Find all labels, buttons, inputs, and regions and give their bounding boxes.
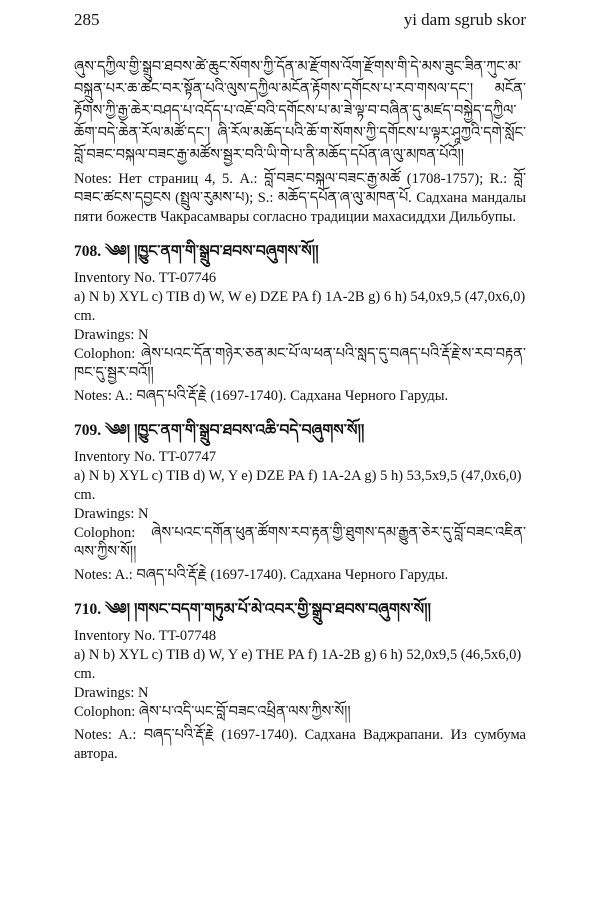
page-number: 285 (74, 10, 100, 29)
running-title: yi dam sgrub skor (403, 10, 526, 29)
entry-tibetan-title: ༄༅། །ཁྱུང་ནག་གི་སྒྲུབ་ཐབས་བཞུགས་སོ།། (105, 243, 319, 260)
entry-number: 708. (74, 243, 102, 260)
entry-inventory: Inventory No. TT-07747 (74, 449, 217, 465)
entry-drawings: Drawings: N (74, 506, 149, 522)
page-header (74, 10, 526, 34)
entry-drawings: Drawings: N (74, 327, 149, 343)
entry-details: a) N b) XYL c) TIB d) W, Y e) DZE PA f) 1A-2A g) 5 h) 53,5x9,5 (47,0x6,0) cm. (74, 468, 522, 503)
entry-inventory: Inventory No. TT-07746 (74, 270, 217, 286)
catalog-entry (74, 599, 526, 764)
entry-title (74, 599, 526, 621)
catalog-entry (74, 241, 526, 406)
entry-number: 709. (74, 422, 102, 439)
entry-title (74, 241, 526, 263)
entry-colophon: Colophon: ཞེས་པ་འདི་ཡང་བློ་བཟང་འཕྲིན་ལས་ཀྱིས་སོ།། (74, 704, 351, 720)
entry-notes: Notes: A.: བཞད་པའི་རྡོ་རྗེ (1697-1740). Садхана Черного Гаруды. (74, 388, 449, 404)
page-content (74, 56, 526, 764)
entry-notes: Notes: A.: བཞད་པའི་རྡོ་རྗེ (1697-1740). Садхана Черного Гаруды. (74, 567, 449, 583)
catalog-entry (74, 420, 526, 585)
entry-tibetan-title: ༄༅། །གསང་བདག་གཏུམ་པོ་མེ་འབར་གྱི་སྒྲུབ་ཐབས་བཞུགས་སོ།། (105, 601, 431, 618)
entry-title (74, 420, 526, 442)
entry-details: a) N b) XYL c) TIB d) W, W e) DZE PA f) 1A-2B g) 6 h) 54,0x9,5 (47,0x6,0) cm. (74, 289, 526, 324)
entry-colophon: Colophon: ཞེས་པའང་དོན་གཉེར་ཅན་མང་པོ་ལ་ཕན་པའི་སླད་དུ་བཞད་པའི་རྡོ་རྗེ་ས་རབ་བརྟན་ཁང་དུ་སྦྱར་བའོ།། (74, 346, 526, 381)
entry-details: a) N b) XYL c) TIB d) W, Y e) THE PA f) 1A-2B g) 6 h) 52,0x9,5 (46,5x6,0) cm. (74, 647, 522, 682)
entry-tibetan-title: ༄༅། །ཁྱུང་ནག་གི་སྒྲུབ་ཐབས་འཆི་བདེ་བཞུགས་སོ།། (105, 422, 365, 439)
entry-drawings: Drawings: N (74, 685, 149, 701)
intro-block (74, 56, 526, 227)
intro-notes: Notes: Нет страниц 4, 5. A.: བློ་བཟང་བསྐལ་བཟང་རྒྱ་མཚོ (1708-1757); R.: བློ་བཟང་ཚངས་དབྱངས (སྤྲུལ་རུམས་པ); S.: མཆོད་དཔོན་ཞ་ལུ་མཁན་པོ. Садхана мандалы пяти божеств Чакрасамвары согласно традиции махасиддхи Дильбупы. (74, 171, 526, 225)
entry-notes: Notes: A.: བཞད་པའི་རྡོ་རྗེ (1697-1740). Садхана Ваджрапани. Из сумбума автора. (74, 727, 526, 762)
entry-inventory: Inventory No. TT-07748 (74, 628, 217, 644)
intro-tibetan-text: ཞུས་དཀྱིལ་གྱི་སྒྲུབ་ཐབས་ཚེ་ཆུང་སོགས་ཀྱི་དོན་མ་རྫོགས་འོག་རྫོགས་གི་དེ་མས་ཟུང་ཟིན་ཀུང་མ་བསྐྲུན་པར་ཆ་ཚང་བར་སྟོན་པའི་ལུས་དཀྱིལ་མངོན་རྟོགས་དགོངས་པ་རབ་གསལ་དང་། མངོན་རྟོགས་ཀྱི་རྒྱ་ཆེར་བཤད་པ་འདོད་པ་འཇོ་བའི་དགོངས་པ་མ་ཟེ་ལྟ་བ་བཞིན་དུ་མཛད་བསྐྱེད་དཀྱིལ་ཆོག་བདེ་ཆེན་རོལ་མཚོ་དང་། ཞི་རོལ་མཆོད་པའི་ཆོ་ག་སོགས་ཀྱི་དགོངས་པ་ལྟར་ཤཱཀྱའི་དགེ་སློང་བློ་བཟང་བསྐལ་བཟང་རྒྱ་མཚོས་སྦྱར་བའི་ཡི་གེ་པ་ནི་མཆོད་དཔོན་ཞ་ལུ་མཁན་པོའོ།། (74, 59, 526, 163)
entry-colophon: Colophon: ཞེས་པའང་དགོན་ཕུན་ཚོགས་རབ་རྟན་གྱི་ཐུགས་དམ་རྒྱུན་ཅེར་དུ་བློ་བཟང་འཇིན་ལས་ཀྱིས་སོ།། (74, 525, 526, 560)
entry-number: 710. (74, 601, 102, 618)
